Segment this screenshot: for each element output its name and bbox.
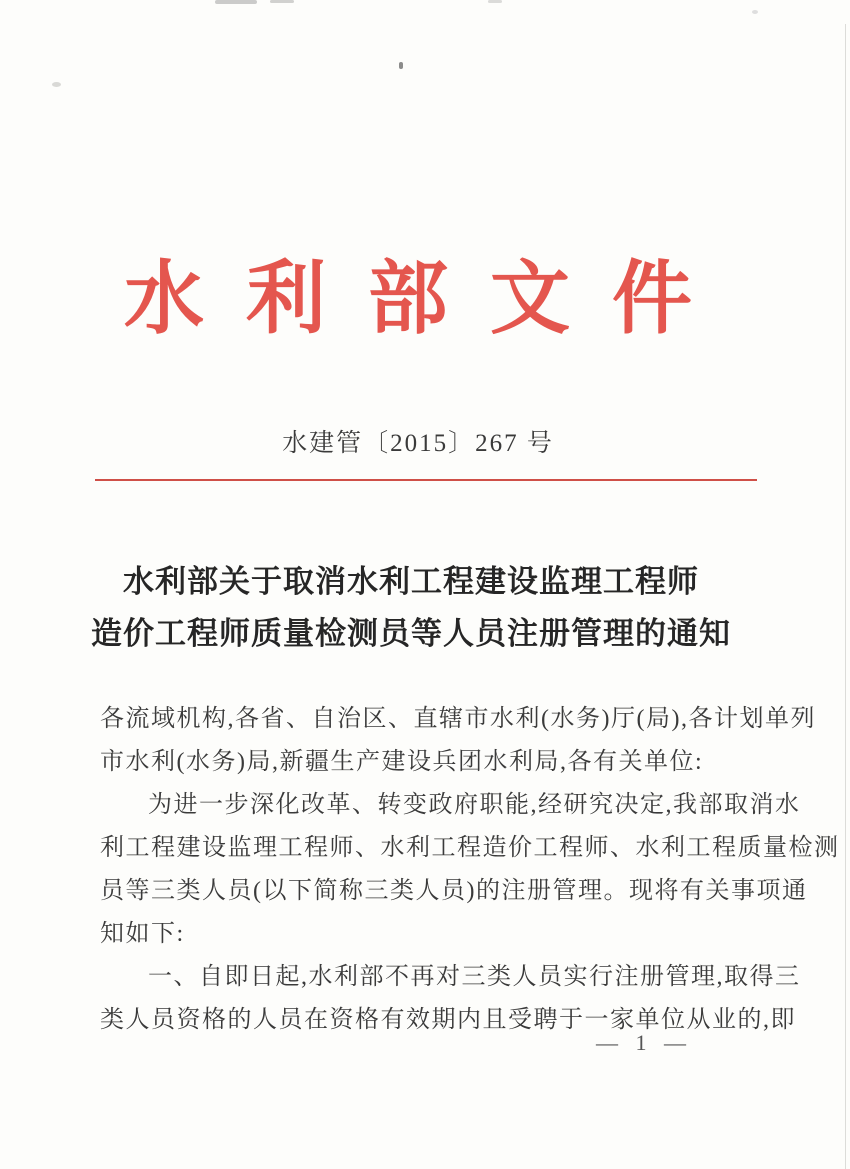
body-line: 市水利(水务)局,新疆生产建设兵团水利局,各有关单位: xyxy=(100,749,704,775)
scan-edge-line xyxy=(845,24,846,1169)
masthead-title: 水利部文件 xyxy=(124,256,734,344)
page-number: — 1 — xyxy=(596,1030,692,1055)
body-line: 为进一步深化改革、转变政府职能,经研究决定,我部取消水 xyxy=(148,792,801,818)
masthead xyxy=(0,248,816,352)
body-line: 一、自即日起,水利部不再对三类人员实行注册管理,取得三 xyxy=(148,964,801,990)
body-line: 各流域机构,各省、自治区、直辖市水利(水务)厅(局),各计划单列 xyxy=(100,706,816,732)
scan-smudge xyxy=(215,0,257,4)
body-line: 知如下: xyxy=(100,921,185,947)
scan-smudge xyxy=(270,0,294,3)
document-number: 水建管〔2015〕267 号 xyxy=(282,430,554,457)
document-title-line-1: 水利部关于取消水利工程建设监理工程师 xyxy=(123,564,699,599)
scan-speck xyxy=(752,10,758,14)
body-line: 利工程建设监理工程师、水利工程造价工程师、水利工程质量检测 xyxy=(100,835,840,861)
body-line: 员等三类人员(以下简称三类人员)的注册管理。现将有关事项通 xyxy=(100,878,808,904)
document-title xyxy=(0,556,822,660)
document-title-line-2: 造价工程师质量检测员等人员注册管理的通知 xyxy=(91,616,731,651)
red-divider-rule xyxy=(95,479,757,481)
body-line: 类人员资格的人员在资格有效期内且受聘于一家单位从业的,即 xyxy=(100,1007,796,1033)
document-body xyxy=(100,698,840,1042)
scan-speck xyxy=(52,82,61,87)
scan-smudge xyxy=(488,0,502,3)
scan-speck xyxy=(399,62,403,69)
